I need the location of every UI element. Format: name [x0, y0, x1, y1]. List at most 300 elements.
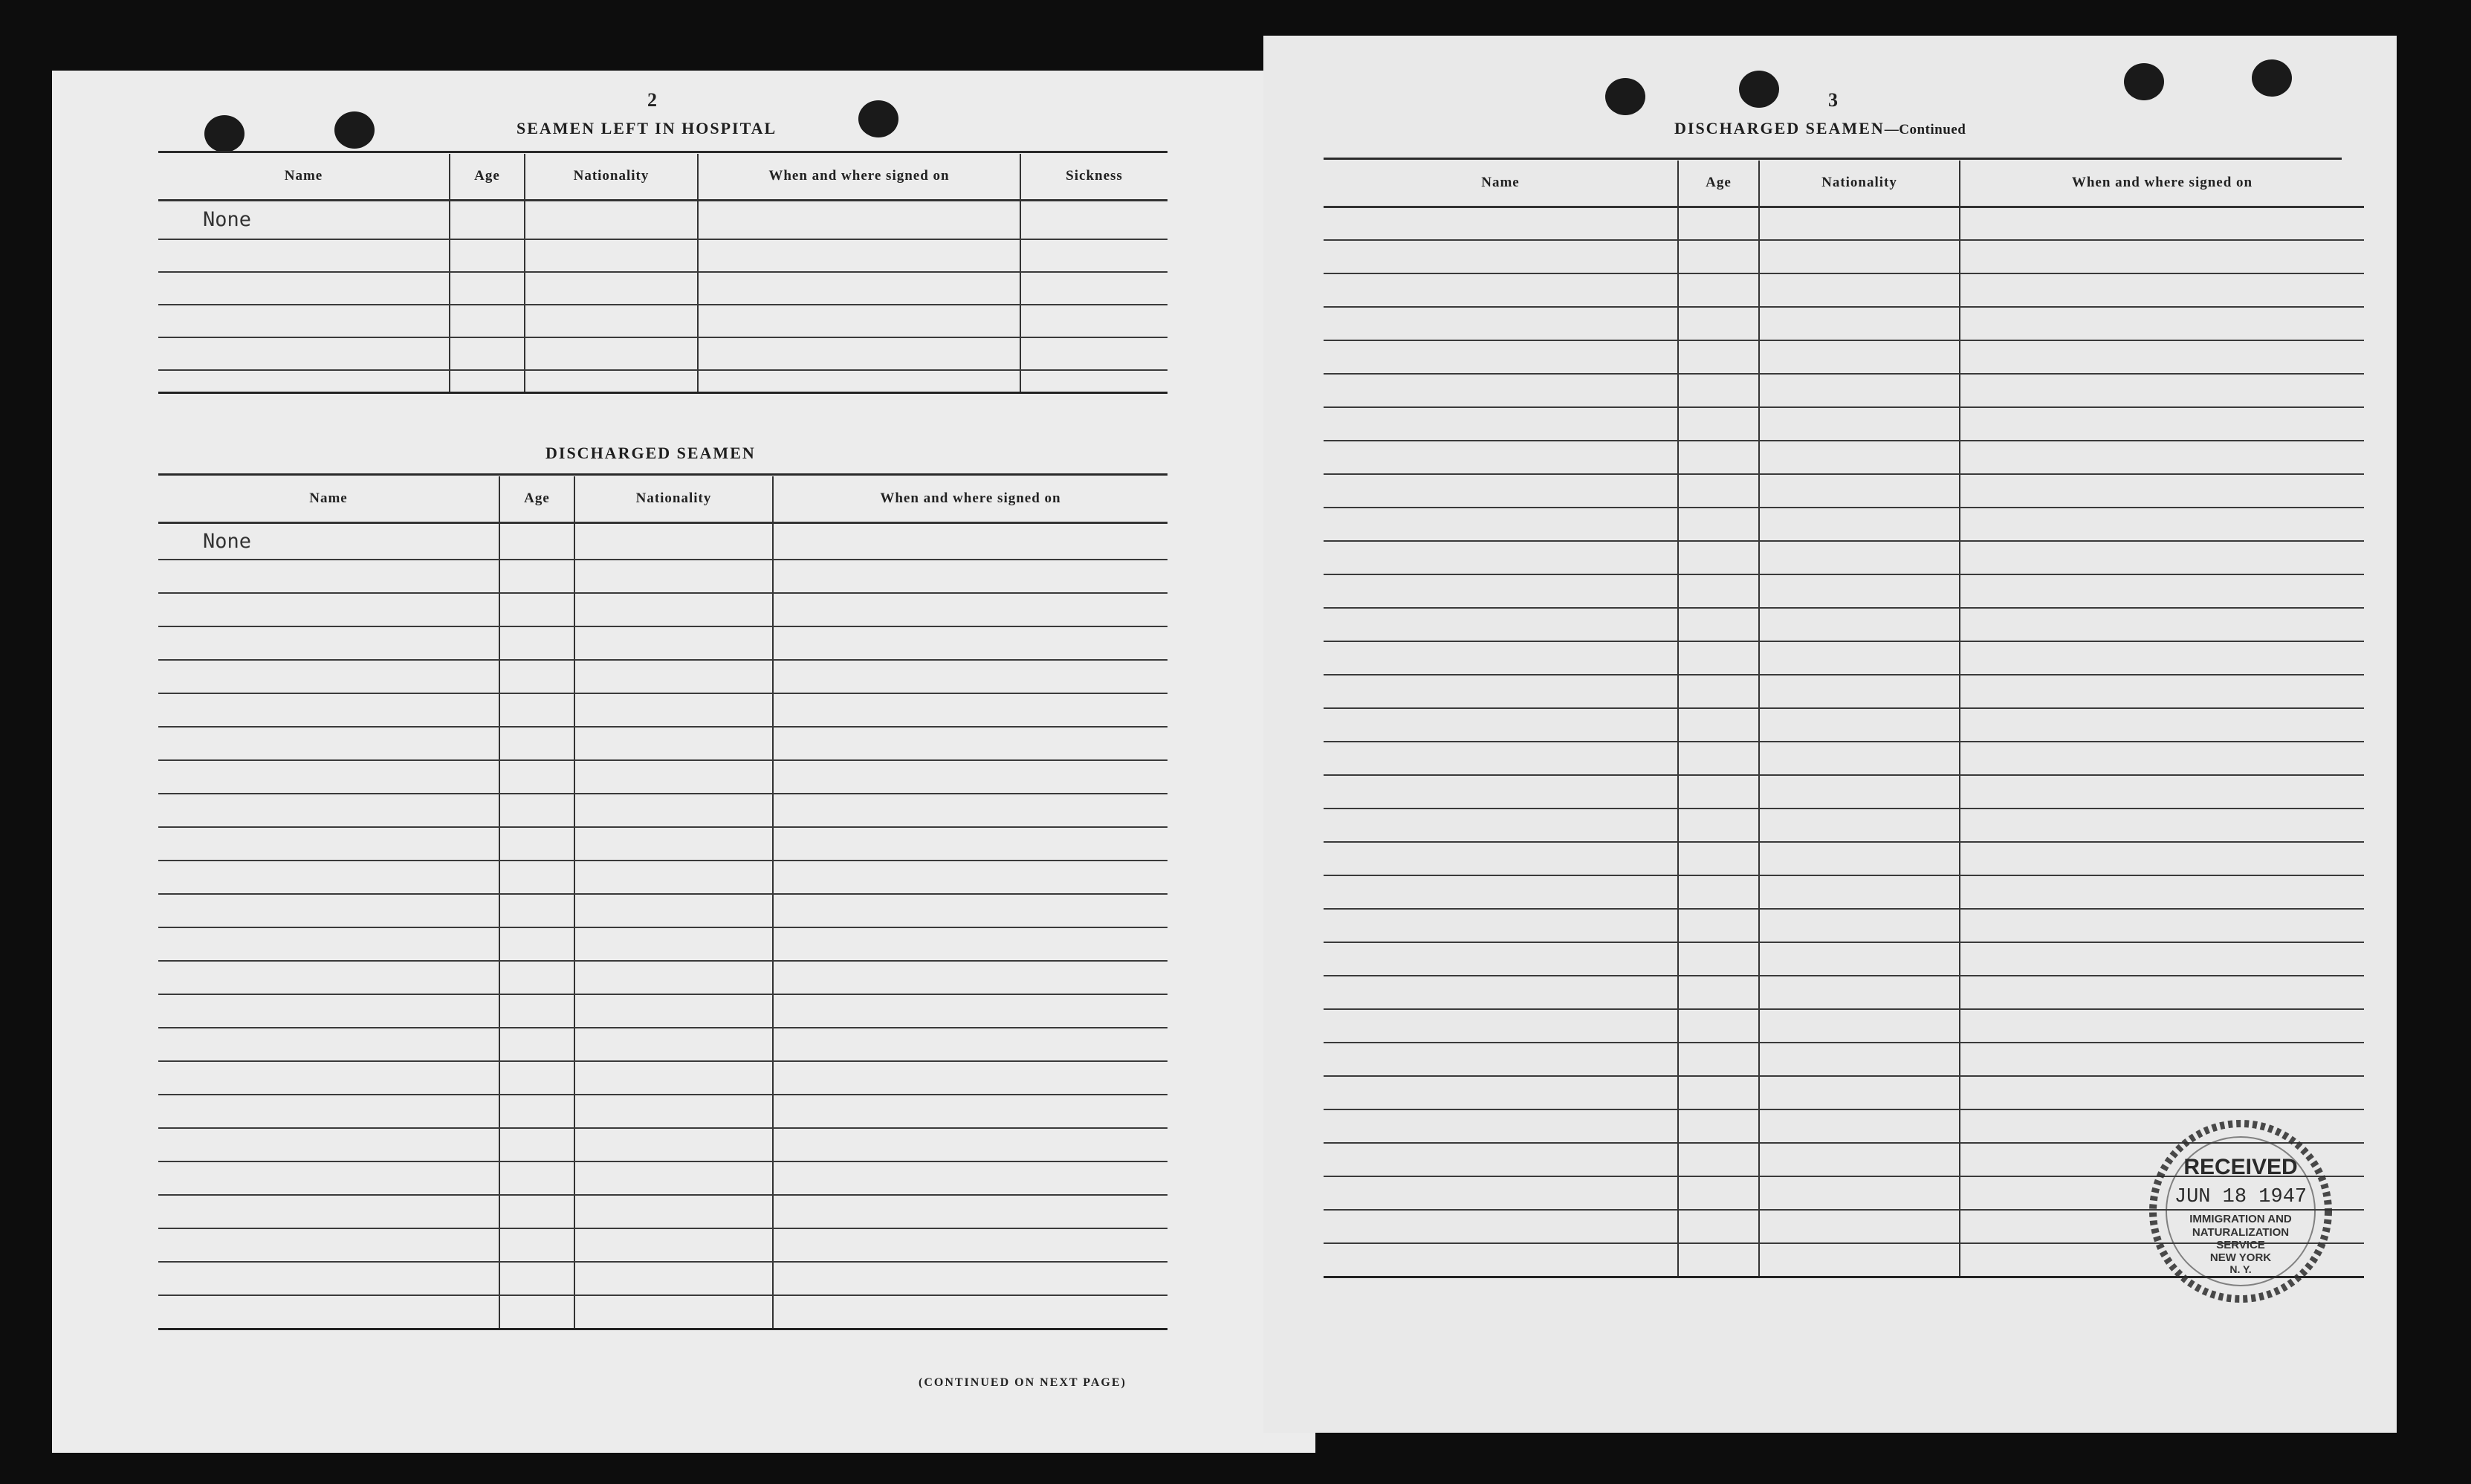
discharged-continued-cell — [1324, 1243, 1678, 1277]
table-row — [158, 1061, 1168, 1095]
discharged-continued-cell — [1960, 742, 2364, 775]
table-row — [158, 827, 1168, 861]
table-row — [1324, 1043, 2364, 1076]
discharged-continued-cell — [1759, 541, 1960, 574]
discharged-continued-cell — [1759, 207, 1960, 240]
discharged-continued-cell — [1324, 942, 1678, 976]
discharged-continued-cell — [1759, 909, 1960, 942]
discharged-cell — [574, 794, 773, 827]
discharged-continued-cell — [1759, 340, 1960, 374]
table-row — [158, 560, 1168, 593]
discharged-continued-cell — [1960, 407, 2364, 441]
discharged-cell — [574, 1228, 773, 1262]
discharged-cell — [773, 560, 1168, 593]
discharged-continued-cell — [1678, 240, 1759, 273]
discharged-cell — [773, 693, 1168, 727]
table-row — [158, 1228, 1168, 1262]
discharged-continued-cell — [1324, 1076, 1678, 1109]
discharged-continued-title — [1674, 119, 1966, 138]
discharged-continued-cell — [1324, 775, 1678, 809]
discharged-continued-cell — [1960, 1009, 2364, 1043]
table-row — [158, 1128, 1168, 1161]
discharged-continued-cell — [1324, 1176, 1678, 1210]
table-row — [158, 522, 1168, 560]
table-row — [1324, 207, 2364, 240]
discharged-cell — [773, 994, 1168, 1028]
discharged-continued-cell — [1678, 875, 1759, 909]
discharged-table — [158, 476, 1168, 1330]
discharged-cell — [574, 727, 773, 760]
discharged-cell — [158, 760, 499, 794]
hospital-section-title: SEAMEN LEFT IN HOSPITAL — [516, 119, 777, 137]
hospital-top-rule — [158, 151, 1168, 153]
table-row — [1324, 909, 2364, 942]
table-row — [1324, 976, 2364, 1009]
discharged-continued-cell — [1678, 1176, 1759, 1210]
table-row — [158, 1028, 1168, 1061]
discharged-continued-cell — [1678, 1143, 1759, 1176]
discharged-continued-cell — [1678, 1243, 1759, 1277]
discharged-continued-cell — [1324, 407, 1678, 441]
discharged-cell — [499, 927, 574, 961]
discharged-continued-cell — [1324, 273, 1678, 307]
discharged-cell — [158, 1262, 499, 1295]
table-row — [158, 200, 1168, 239]
col-header-signed-on: When and where signed on — [773, 476, 1168, 522]
discharged-cell — [499, 1028, 574, 1061]
discharged-cell — [158, 1095, 499, 1128]
discharged-continued-cell — [1324, 708, 1678, 742]
discharged-continued-cell — [1960, 875, 2364, 909]
table-row — [158, 994, 1168, 1028]
discharged-continued-cell — [1678, 441, 1759, 474]
discharged-continued-cell — [1759, 641, 1960, 675]
discharged-continued-cell — [1759, 976, 1960, 1009]
discharged-continued-cell — [1759, 1210, 1960, 1243]
discharged-cell — [158, 1195, 499, 1228]
table-row — [158, 1095, 1168, 1128]
table-row — [1324, 608, 2364, 641]
col-header-age: Age — [499, 476, 574, 522]
discharged-continued-cell — [1678, 641, 1759, 675]
discharged-continued-cell — [1960, 541, 2364, 574]
discharged-cell — [158, 1128, 499, 1161]
discharged-continued-cell — [1678, 809, 1759, 842]
col-header-nationality: Nationality — [525, 154, 698, 200]
discharged-cell — [158, 1295, 499, 1329]
discharged-cell — [158, 961, 499, 994]
table-row — [158, 693, 1168, 727]
discharged-cell — [574, 994, 773, 1028]
hospital-header-row — [158, 154, 1168, 200]
received-stamp — [2125, 1118, 2356, 1304]
discharged-cell — [773, 961, 1168, 994]
discharged-header-row — [158, 476, 1168, 522]
discharged-continued-cell — [1678, 1043, 1759, 1076]
table-row — [158, 861, 1168, 894]
table-row — [158, 760, 1168, 794]
discharged-cell — [773, 1028, 1168, 1061]
discharged-continued-cell — [1759, 809, 1960, 842]
discharged-continued-cell — [1759, 842, 1960, 875]
punch-hole — [1605, 78, 1645, 115]
discharged-cell — [574, 927, 773, 961]
discharged-continued-cell — [1960, 240, 2364, 273]
discharged-cell — [574, 1061, 773, 1095]
discharged-cell — [499, 827, 574, 861]
discharged-continued-cell — [1759, 240, 1960, 273]
discharged-continued-cell — [1759, 875, 1960, 909]
table-row — [158, 894, 1168, 927]
discharged-continued-cell — [1960, 909, 2364, 942]
table-row — [158, 305, 1168, 337]
discharged-continued-cell — [1678, 307, 1759, 340]
table-row — [1324, 641, 2364, 675]
discharged-cell — [773, 861, 1168, 894]
discharged-cell — [158, 1028, 499, 1061]
table-row — [1324, 875, 2364, 909]
discharged-cell — [158, 1228, 499, 1262]
table-row — [1324, 1009, 2364, 1043]
discharged-cell — [773, 593, 1168, 626]
discharged-continued-cell — [1324, 374, 1678, 407]
discharged-continued-cell — [1960, 708, 2364, 742]
discharged-cell — [499, 1061, 574, 1095]
discharged-cell — [158, 593, 499, 626]
col-header-name: Name — [158, 476, 499, 522]
hospital-name-cell: None — [158, 200, 450, 239]
discharged-table-body — [158, 522, 1168, 1329]
discharged-cell — [499, 693, 574, 727]
discharged-cell — [773, 927, 1168, 961]
table-row — [1324, 474, 2364, 508]
discharged-cell — [773, 1295, 1168, 1329]
hospital-table — [158, 154, 1168, 394]
discharged-continued-cell — [1759, 508, 1960, 541]
discharged-cell — [158, 861, 499, 894]
table-row — [1324, 1076, 2364, 1109]
discharged-cell — [499, 861, 574, 894]
table-row — [158, 794, 1168, 827]
discharged-cell — [773, 827, 1168, 861]
discharged-cell — [773, 894, 1168, 927]
table-row — [158, 660, 1168, 693]
table-row — [1324, 240, 2364, 273]
table-row — [1324, 307, 2364, 340]
discharged-continued-cell — [1678, 708, 1759, 742]
discharged-cell — [773, 794, 1168, 827]
continued-note: (CONTINUED ON NEXT PAGE) — [919, 1376, 1127, 1389]
discharged-continued-cell — [1678, 407, 1759, 441]
discharged-continued-cell — [1759, 1043, 1960, 1076]
discharged-cell — [574, 760, 773, 794]
table-row — [1324, 541, 2364, 574]
discharged-continued-cell — [1324, 307, 1678, 340]
discharged-cell — [574, 1161, 773, 1195]
page-number-left: 2 — [647, 89, 657, 111]
table-row — [1324, 441, 2364, 474]
discharged-cell — [499, 593, 574, 626]
discharged-continued-cell — [1960, 340, 2364, 374]
discharged-continued-cell — [1960, 608, 2364, 641]
table-row — [158, 272, 1168, 305]
discharged-cell — [499, 660, 574, 693]
discharged-cell — [499, 1262, 574, 1295]
continued-suffix: —Continued — [1884, 122, 1966, 137]
discharged-cell — [499, 1295, 574, 1329]
col-header-age: Age — [1678, 161, 1759, 207]
discharged-cell — [158, 727, 499, 760]
page-number-right: 3 — [1828, 89, 1838, 111]
discharged-continued-cell — [1678, 909, 1759, 942]
table-row — [1324, 374, 2364, 407]
discharged-cell — [773, 1095, 1168, 1128]
discharged-continued-cell — [1678, 340, 1759, 374]
discharged-continued-cell — [1678, 608, 1759, 641]
col-header-nationality: Nationality — [1759, 161, 1960, 207]
discharged-continued-cell — [1759, 608, 1960, 641]
discharged-continued-table-body — [1324, 207, 2364, 1277]
discharged-cell — [574, 861, 773, 894]
discharged-continued-cell — [1678, 842, 1759, 875]
discharged-continued-cell — [1759, 942, 1960, 976]
stamp-line4: NEW YORK — [2209, 1251, 2272, 1264]
discharged-continued-cell — [1678, 775, 1759, 809]
discharged-cell — [499, 727, 574, 760]
discharged-cell — [158, 994, 499, 1028]
discharged-continued-cell — [1678, 508, 1759, 541]
stamp-line5: N. Y. — [2229, 1263, 2252, 1275]
discharged-cell — [499, 961, 574, 994]
table-row — [1324, 809, 2364, 842]
discharged-continued-cell — [1759, 1143, 1960, 1176]
discharged-cell — [773, 1128, 1168, 1161]
discharged-continued-cell — [1759, 775, 1960, 809]
discharged-continued-cell — [1759, 1076, 1960, 1109]
discharged-continued-cell — [1759, 1243, 1960, 1277]
discharged-cell — [574, 894, 773, 927]
discharged-cell — [773, 1161, 1168, 1195]
discharged-cell — [499, 1128, 574, 1161]
discharged-continued-cell — [1759, 574, 1960, 608]
discharged-continued-cell — [1324, 641, 1678, 675]
table-row — [1324, 775, 2364, 809]
discharged-continued-cell — [1960, 374, 2364, 407]
table-row — [1324, 340, 2364, 374]
discharged-continued-cell — [1960, 641, 2364, 675]
discharged-continued-cell — [1678, 742, 1759, 775]
discharged-continued-cell — [1759, 708, 1960, 742]
punch-hole — [334, 111, 375, 149]
table-row — [158, 1195, 1168, 1228]
discharged-cell — [574, 1128, 773, 1161]
discharged-cell — [158, 894, 499, 927]
discharged-name-cell: None — [158, 522, 499, 560]
discharged-cell — [773, 1262, 1168, 1295]
discharged-cell — [773, 660, 1168, 693]
discharged-cell — [499, 760, 574, 794]
discharged-continued-cell — [1960, 775, 2364, 809]
discharged-continued-cell — [1678, 1109, 1759, 1143]
discharged-cell — [499, 1095, 574, 1128]
discharged-continued-cell — [1678, 1009, 1759, 1043]
discharged-cell — [773, 1195, 1168, 1228]
discharged-continued-cell — [1678, 1210, 1759, 1243]
stamp-line2: NATURALIZATION — [2192, 1226, 2290, 1239]
discharged-cell — [158, 1161, 499, 1195]
discharged-cell — [574, 560, 773, 593]
table-row — [158, 239, 1168, 272]
discharged-continued-cell — [1678, 942, 1759, 976]
right-top-rule — [1324, 158, 2342, 160]
discharged-cell — [574, 593, 773, 626]
discharged-continued-cell — [1960, 809, 2364, 842]
punch-hole — [204, 115, 244, 152]
table-row — [1324, 708, 2364, 742]
discharged-cell — [158, 927, 499, 961]
discharged-cell — [574, 1028, 773, 1061]
table-row — [158, 1295, 1168, 1329]
col-header-sickness: Sickness — [1020, 154, 1168, 200]
discharged-continued-cell — [1324, 474, 1678, 508]
table-row — [158, 337, 1168, 370]
discharged-continued-cell — [1960, 207, 2364, 240]
table-row — [158, 370, 1168, 392]
discharged-continued-cell — [1324, 1210, 1678, 1243]
discharged-continued-cell — [1960, 842, 2364, 875]
col-header-nationality: Nationality — [574, 476, 773, 522]
punch-hole — [858, 100, 898, 137]
discharged-continued-cell — [1759, 1109, 1960, 1143]
stamp-line1: IMMIGRATION AND — [2189, 1213, 2292, 1225]
discharged-continued-cell — [1324, 875, 1678, 909]
discharged-continued-cell — [1960, 474, 2364, 508]
discharged-continued-cell — [1324, 742, 1678, 775]
discharged-continued-cell — [1324, 675, 1678, 708]
discharged-cell — [773, 1228, 1168, 1262]
discharged-cell — [574, 660, 773, 693]
discharged-continued-cell — [1759, 307, 1960, 340]
discharged-continued-cell — [1759, 474, 1960, 508]
table-row — [1324, 273, 2364, 307]
discharged-cell — [158, 560, 499, 593]
discharged-continued-header-row — [1324, 161, 2364, 207]
discharged-continued-cell — [1759, 441, 1960, 474]
discharged-continued-cell — [1324, 842, 1678, 875]
discharged-continued-cell — [1678, 675, 1759, 708]
discharged-cell — [499, 560, 574, 593]
discharged-top-rule — [158, 473, 1168, 476]
discharged-continued-cell — [1759, 1176, 1960, 1210]
discharged-continued-cell — [1960, 307, 2364, 340]
discharged-cell — [773, 727, 1168, 760]
discharged-continued-cell — [1324, 909, 1678, 942]
discharged-continued-title-main: DISCHARGED SEAMEN — [1674, 119, 1885, 137]
discharged-continued-cell — [1324, 340, 1678, 374]
discharged-cell — [574, 693, 773, 727]
table-row — [1324, 574, 2364, 608]
table-row — [158, 626, 1168, 660]
table-row — [1324, 842, 2364, 875]
table-row — [1324, 407, 2364, 441]
discharged-cell — [499, 1228, 574, 1262]
discharged-section-title: DISCHARGED SEAMEN — [545, 444, 756, 462]
discharged-continued-cell — [1960, 1076, 2364, 1109]
stamp-received: RECEIVED — [2183, 1155, 2298, 1179]
discharged-cell — [574, 1262, 773, 1295]
table-row — [1324, 675, 2364, 708]
col-header-signed-on: When and where signed on — [1960, 161, 2364, 207]
table-row — [1324, 508, 2364, 541]
discharged-continued-cell — [1324, 240, 1678, 273]
discharged-continued-cell — [1678, 273, 1759, 307]
col-header-signed-on: When and where signed on — [698, 154, 1020, 200]
discharged-continued-cell — [1678, 474, 1759, 508]
table-row — [158, 727, 1168, 760]
discharged-continued-cell — [1678, 374, 1759, 407]
discharged-continued-cell — [1960, 574, 2364, 608]
table-row — [158, 1262, 1168, 1295]
table-row — [1324, 942, 2364, 976]
discharged-continued-cell — [1759, 1009, 1960, 1043]
discharged-continued-cell — [1960, 675, 2364, 708]
discharged-continued-cell — [1960, 508, 2364, 541]
discharged-continued-cell — [1678, 976, 1759, 1009]
discharged-continued-cell — [1960, 273, 2364, 307]
table-row — [158, 1161, 1168, 1195]
discharged-cell — [158, 626, 499, 660]
discharged-continued-cell — [1678, 574, 1759, 608]
discharged-cell — [574, 827, 773, 861]
discharged-continued-cell — [1759, 273, 1960, 307]
discharged-cell — [773, 626, 1168, 660]
table-row — [158, 961, 1168, 994]
discharged-cell — [499, 1195, 574, 1228]
col-header-name: Name — [1324, 161, 1678, 207]
discharged-cell — [158, 794, 499, 827]
discharged-cell — [158, 827, 499, 861]
discharged-cell — [574, 1295, 773, 1329]
discharged-continued-cell — [1324, 1143, 1678, 1176]
discharged-continued-cell — [1678, 207, 1759, 240]
discharged-continued-cell — [1324, 1043, 1678, 1076]
discharged-continued-cell — [1759, 407, 1960, 441]
discharged-continued-cell — [1324, 1009, 1678, 1043]
discharged-continued-cell — [1324, 976, 1678, 1009]
discharged-cell — [158, 1061, 499, 1095]
discharged-cell — [158, 693, 499, 727]
discharged-continued-cell — [1324, 1109, 1678, 1143]
discharged-cell — [574, 1095, 773, 1128]
discharged-continued-table — [1324, 161, 2364, 1278]
discharged-cell — [499, 794, 574, 827]
discharged-continued-cell — [1324, 207, 1678, 240]
discharged-continued-cell — [1759, 742, 1960, 775]
discharged-continued-cell — [1759, 374, 1960, 407]
discharged-continued-cell — [1324, 608, 1678, 641]
col-header-age: Age — [450, 154, 525, 200]
table-row — [1324, 742, 2364, 775]
discharged-continued-cell — [1960, 942, 2364, 976]
discharged-continued-cell — [1960, 976, 2364, 1009]
stamp-date: JUN 18 1947 — [2174, 1186, 2308, 1208]
discharged-continued-cell — [1324, 441, 1678, 474]
discharged-cell — [499, 626, 574, 660]
discharged-continued-cell — [1678, 541, 1759, 574]
discharged-cell — [574, 961, 773, 994]
punch-hole — [2124, 63, 2164, 100]
discharged-continued-cell — [1324, 809, 1678, 842]
